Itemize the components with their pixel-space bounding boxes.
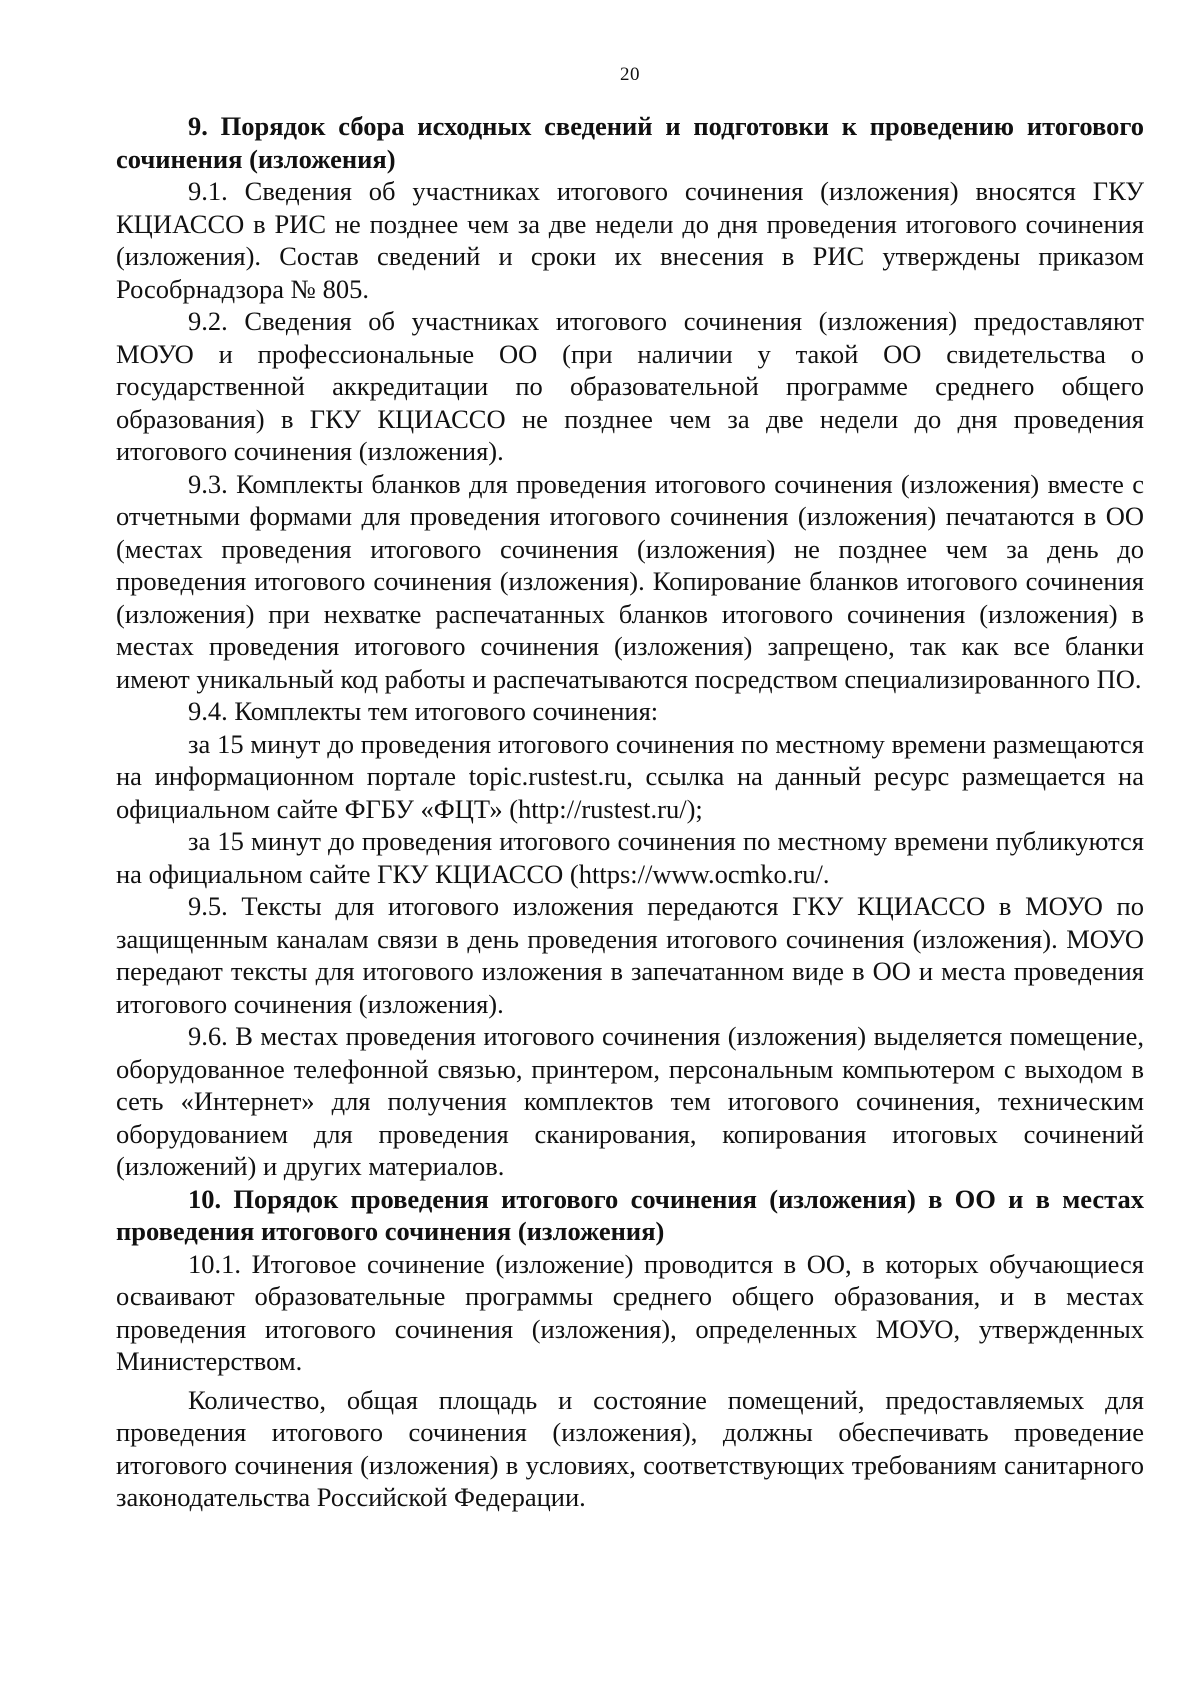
- paragraph-9-6: 9.6. В местах проведения итогового сочинения (изложения) выделяется помещение, оборудованное телефонной связью, принтером, персональным компьютером с выходом в сеть «Интернет» для получения комплектов тем итогового сочинения, техническим оборудованием для проведения сканирования, копирования итоговых сочинений (изложений) и других материалов.: [116, 1021, 1144, 1181]
- paragraph-9-2: 9.2. Сведения об участниках итогового сочинения (изложения) предоставляют МОУО и профессиональные ОО (при наличии у такой ОО свидетельства о государственной аккредитации по образовательной программе среднего общего образования) в ГКУ КЦИАССО не позднее чем за две недели до дня проведения итогового сочинения (изложения).: [116, 306, 1144, 466]
- paragraph-9-3: 9.3. Комплекты бланков для проведения итогового сочинения (изложения) вместе с отчетными формами для проведения итогового сочинения (изложения) печатаются в ОО (местах проведения итогового сочинения (изложения) не позднее чем за день до проведения итогового сочинения (изложения). Копирование бланков итогового сочинения (изложения) при нехватке распечатанных бланков итогового сочинения (изложения) в местах проведения итогового сочинения (изложения) запрещено, так как все бланки имеют уникальный код работы и распечатываются посредством специализированного ПО.: [116, 468, 1144, 694]
- document-page: [116, 64, 1144, 1514]
- paragraph-9-5: 9.5. Тексты для итогового изложения передаются ГКУ КЦИАССО в МОУО по защищенным каналам связи в день проведения итогового сочинения (изложения). МОУО передают тексты для итогового изложения в запечатанном виде в ОО и места проведения итогового сочинения (изложения).: [116, 891, 1144, 1019]
- paragraph-10-1: 10.1. Итоговое сочинение (изложение) проводится в ОО, в которых обучающиеся осваивают образовательные программы среднего общего образования, и в местах проведения итогового сочинения (изложения), определенных МОУО, утвержденных Министерством.: [116, 1248, 1144, 1376]
- paragraph-9-4-item-b: за 15 минут до проведения итогового сочинения по местному времени публикуются на официальном сайте ГКУ КЦИАССО (https://www.ocmko.ru/.: [116, 826, 1144, 889]
- paragraph-9-4-item-a: за 15 минут до проведения итогового сочинения по местному времени размещаются на информационном портале topic.rustest.ru, ссылка на данный ресурс размещается на официальном сайте ФГБУ «ФЦТ» (http://rustest.ru/);: [116, 728, 1144, 824]
- section-9-heading: 9. Порядок сбора исходных сведений и подготовки к проведению итогового сочинения (изложения): [116, 111, 1144, 174]
- page-number: 20: [620, 64, 640, 85]
- section-10-heading: 10. Порядок проведения итогового сочинения (изложения) в ОО и в местах проведения итогового сочинения (изложения): [116, 1183, 1144, 1246]
- paragraph-9-4: 9.4. Комплекты тем итогового сочинения:: [188, 696, 659, 726]
- paragraph-9-1: 9.1. Сведения об участниках итогового сочинения (изложения) вносятся ГКУ КЦИАССО в РИС не позднее чем за две недели до дня проведения итогового сочинения (изложения). Состав сведений и сроки их внесения в РИС утверждены приказом Рособрнадзора № 805.: [116, 176, 1144, 304]
- paragraph-10-1-continued: Количество, общая площадь и состояние помещений, предоставляемых для проведения итогового сочинения (изложения), должны обеспечивать проведение итогового сочинения (изложения) в условиях, соответствующих требованиям санитарного законодательства Российской Федерации.: [116, 1384, 1144, 1512]
